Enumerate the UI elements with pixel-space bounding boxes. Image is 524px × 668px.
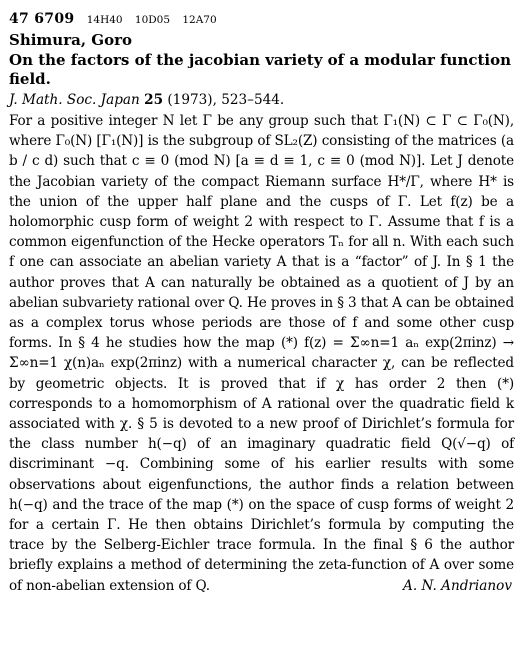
- author-name: Shimura, Goro: [9, 31, 133, 49]
- mr-number: 47 6709: [9, 11, 75, 27]
- review-header: [9, 10, 514, 28]
- publication-year: (1973),: [167, 92, 217, 108]
- review-body-text: For a positive integer N let Γ be any group such that Γ₁(N) ⊂ Γ ⊂ Γ₀(N), where Γ₀(N) [Γ₁(N)] is the subgroup of SL₂(Z) consisting of the matrices (a b / c d) such that c ≡ 0 (mod N) [a ≡ d ≡ 1, c ≡ 0 (mod N)]. Let J denote the Jacobian variety of the compact Riemann surface H*/Γ, where H* is the union of the upper half plane and the cusps of Γ. Let f(z) be a holomorphic cusp form of weight 2 with respect to Γ. Assume that f is a common eigenfunction of the Hecke operators Tₙ for all n. With each such f one can associate an abelian variety A that is a “factor” of J. In § 1 the author proves that A can naturally be obtained as a quotient of J by an abelian subvariety rational over Q. He proves in § 3 that A can be obtained as a complex torus whose periods are those of f and some other cusp forms. In § 4 he studies how the map (*) f(z) = Σ∞n=1 aₙ exp(2πinz) → Σ∞n=1 χ(n)aₙ exp(2πinz) with a numerical character χ, can be reflected by geometric objects. It is proved that if χ has order 2 then (*) corresponds to a homomorphism of A rational over the quadratic field k associated with χ. § 5 is devoted to a new proof of Dirichlet’s formula for the class number h(−q) of an imaginary quadratic field Q(√−q) of discriminant −q. Combining some of his earlier results with some observations about eigenfunctions, the author finds a relation between h(−q) and the trace of the map (*) on the space of cusp forms of weight 2 for a certain Γ. He then obtains Dirichlet’s formula by computing the trace by the Selberg-Eichler trace formula. In the final § 6 the author briefly explains a method of determining the zeta-function of A over some of non-abelian extension of Q.: [9, 113, 514, 594]
- msc-code: 12A70: [182, 14, 217, 26]
- review-body: [9, 111, 514, 596]
- journal-name: J. Math. Soc. Japan: [9, 92, 140, 108]
- citation: [9, 90, 514, 110]
- page-range: 523–544.: [221, 92, 285, 108]
- msc-code: 14H40: [86, 14, 123, 26]
- journal-volume: 25: [144, 92, 164, 108]
- reviewer-name: A. N. Andrianov: [403, 577, 512, 594]
- paper-title: On the factors of the jacobian variety of a modular function field.: [9, 51, 512, 88]
- msc-code: 10D05: [134, 14, 171, 26]
